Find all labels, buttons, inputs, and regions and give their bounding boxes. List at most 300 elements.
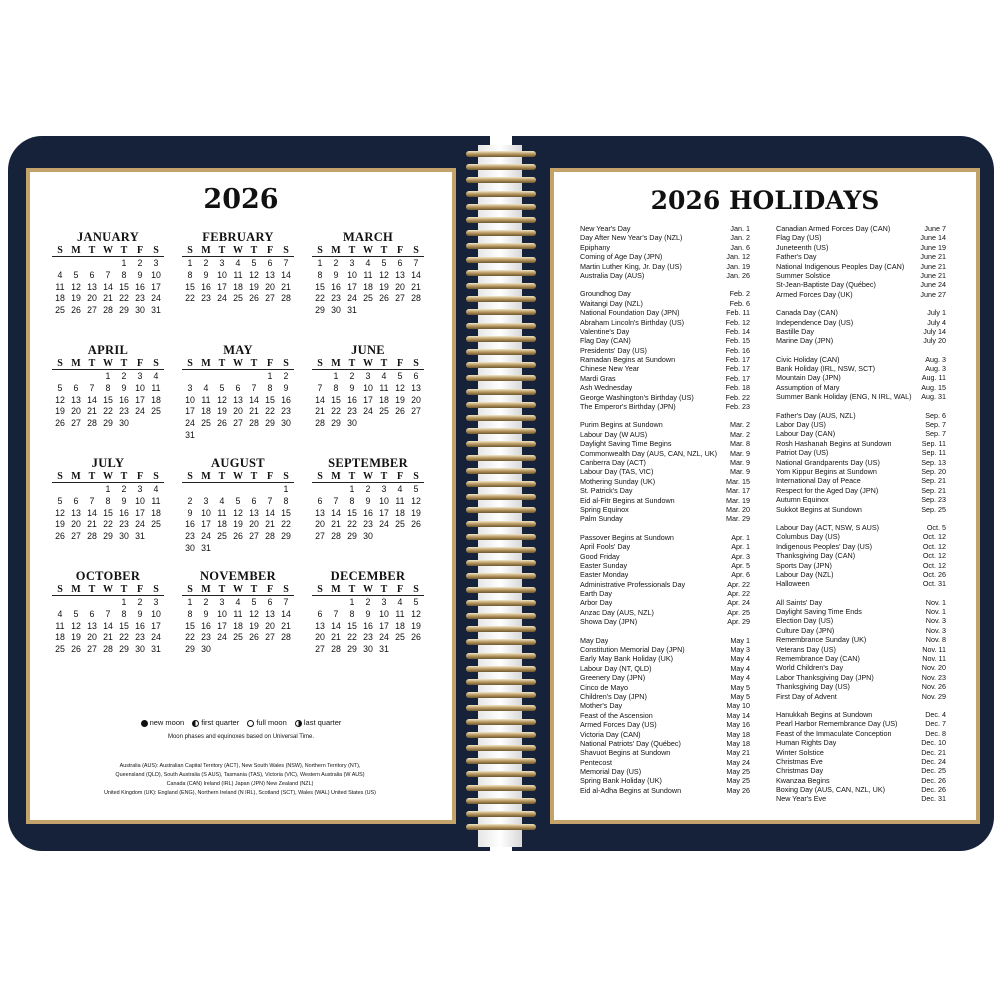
empty-cell xyxy=(84,484,100,496)
weekday-label: S xyxy=(413,584,419,595)
day-cell: 6 xyxy=(73,382,79,393)
day-cell: 13 xyxy=(411,382,421,393)
holiday-name: Easter Sunday xyxy=(580,560,628,570)
day-cell: 16 xyxy=(347,394,357,405)
day-cell: 22 xyxy=(331,406,341,417)
day-cell: 30 xyxy=(363,644,373,655)
weekday-label: W xyxy=(363,358,373,369)
holiday-name: Christmas Eve xyxy=(776,756,823,766)
holiday-name: Cinco de Mayo xyxy=(580,682,628,692)
holiday-name: Feast of the Immaculate Conception xyxy=(776,728,892,738)
holiday-row xyxy=(776,495,946,504)
weekday-label: S xyxy=(317,471,323,482)
day-cell: 16 xyxy=(135,281,145,292)
day-cell: 17 xyxy=(201,519,211,530)
day-cell: 25 xyxy=(55,644,65,655)
day-cell: 30 xyxy=(135,644,145,655)
holiday-group xyxy=(776,308,946,346)
empty-cell xyxy=(84,597,100,609)
day-cell: 11 xyxy=(55,281,65,292)
weekday-label: T xyxy=(380,245,388,256)
holiday-group xyxy=(580,420,750,523)
empty-cell xyxy=(328,484,344,496)
day-cell: 26 xyxy=(55,531,65,542)
holiday-date: Oct. 12 xyxy=(922,541,946,551)
day-cell: 25 xyxy=(55,305,65,316)
holiday-name: Rosh Hashanah Begins at Sundown xyxy=(776,438,892,448)
holiday-name: Labour Day (TAS, VIC) xyxy=(580,467,654,477)
day-cell: 19 xyxy=(411,620,421,631)
day-cell: 16 xyxy=(201,281,211,292)
day-cell: 4 xyxy=(381,371,387,381)
holiday-name: Chinese New Year xyxy=(580,364,640,374)
holiday-row xyxy=(776,710,946,719)
day-cell: 9 xyxy=(187,507,193,518)
day-cell: 17 xyxy=(151,281,161,292)
holiday-name: Day After New Year's Day (NZL) xyxy=(580,233,683,243)
day-cell: 6 xyxy=(317,608,323,619)
day-cell: 28 xyxy=(87,531,97,542)
day-cell: 23 xyxy=(363,519,373,530)
day-cell: 22 xyxy=(185,293,195,304)
weekday-label: T xyxy=(250,358,258,369)
day-cell: 3 xyxy=(187,382,193,393)
day-cell: 17 xyxy=(135,507,145,518)
day-cell: 24 xyxy=(379,519,389,530)
coil-ring xyxy=(466,745,536,751)
weekday-header xyxy=(182,245,294,257)
day-cell: 11 xyxy=(379,382,389,393)
holiday-name: Mardi Gras xyxy=(580,373,616,383)
holiday-row xyxy=(776,616,946,625)
day-cell: 3 xyxy=(153,258,159,268)
day-cell: 5 xyxy=(251,597,257,607)
weekday-label: T xyxy=(250,584,258,595)
day-cell: 22 xyxy=(265,406,275,417)
holiday-name: Earth Day xyxy=(580,589,612,599)
holiday-name: National Grandparents Day (US) xyxy=(776,457,880,467)
holiday-row xyxy=(580,617,750,626)
day-cell: 30 xyxy=(331,305,341,316)
day-cell: 2 xyxy=(283,371,289,381)
holiday-date: Apr. 29 xyxy=(727,617,750,627)
day-cell: 13 xyxy=(395,269,405,280)
weekday-header xyxy=(312,245,424,257)
weekday-label: M xyxy=(331,245,341,256)
coil-ring xyxy=(466,362,536,368)
day-cell: 7 xyxy=(89,495,95,506)
holiday-date: Oct. 31 xyxy=(922,579,946,589)
holiday-row xyxy=(580,767,750,776)
day-cell: 31 xyxy=(347,305,357,316)
holiday-row xyxy=(580,776,750,785)
coil-ring xyxy=(466,283,536,289)
day-cell: 2 xyxy=(121,371,127,381)
holiday-name: Respect for the Aged Day (JPN) xyxy=(776,485,879,495)
day-cell: 12 xyxy=(249,269,259,280)
day-cell: 6 xyxy=(89,269,95,280)
day-cell: 23 xyxy=(185,531,195,542)
holiday-group xyxy=(580,289,750,411)
day-cell: 23 xyxy=(135,632,145,643)
weekday-label: T xyxy=(250,245,258,256)
day-cell: 20 xyxy=(315,632,325,643)
weekday-label: T xyxy=(88,471,96,482)
holiday-row xyxy=(776,523,946,532)
holiday-name: Columbus Day (US) xyxy=(776,532,840,542)
holiday-name: National Foundation Day (JPN) xyxy=(580,308,680,318)
holiday-date: Oct. 26 xyxy=(922,569,946,579)
holiday-date: May 14 xyxy=(726,710,750,720)
weekday-label: W xyxy=(103,584,113,595)
day-cell: 13 xyxy=(233,394,243,405)
empty-cell xyxy=(52,258,68,270)
day-cell: 29 xyxy=(185,644,195,655)
day-cell: 3 xyxy=(153,597,159,607)
holiday-date: Mar. 15 xyxy=(726,476,750,486)
legend-last-quarter xyxy=(295,718,342,727)
holiday-date: Sep. 6 xyxy=(925,410,946,420)
day-cell: 7 xyxy=(413,258,419,268)
holiday-row xyxy=(580,336,750,345)
holiday-row xyxy=(580,458,750,467)
day-cell: 18 xyxy=(201,406,211,417)
holiday-date: Sep. 23 xyxy=(921,495,946,505)
holiday-name: Yom Kippur Begins at Sundown xyxy=(776,466,877,476)
weekday-header xyxy=(52,245,164,257)
day-cell: 11 xyxy=(217,507,227,518)
holiday-name: Flag Day (CAN) xyxy=(580,336,631,346)
day-cell: 20 xyxy=(87,293,97,304)
holiday-date: May 5 xyxy=(730,682,750,692)
weekday-label: S xyxy=(187,245,193,256)
holiday-name: Pentecost xyxy=(580,757,612,767)
holiday-group xyxy=(580,636,750,796)
day-cell: 10 xyxy=(217,269,227,280)
weekday-label: T xyxy=(218,358,226,369)
holiday-name: Presidents' Day (US) xyxy=(580,345,647,355)
holiday-date: Mar. 9 xyxy=(730,457,750,467)
day-cell: 30 xyxy=(185,542,195,553)
day-cell: 28 xyxy=(249,418,259,429)
day-cell: 8 xyxy=(105,382,111,393)
coil-ring xyxy=(466,217,536,223)
weekday-label: S xyxy=(317,358,323,369)
holiday-name: Daylight Saving Time Ends xyxy=(776,607,862,617)
day-cell: 15 xyxy=(281,507,291,518)
holiday-name: Victoria Day (CAN) xyxy=(580,729,641,739)
holiday-row xyxy=(776,551,946,560)
holiday-date: Jan. 12 xyxy=(726,252,750,262)
holiday-row xyxy=(580,645,750,654)
holiday-date: Dec. 21 xyxy=(921,747,946,757)
day-cell: 6 xyxy=(73,495,79,506)
weekday-label: W xyxy=(233,584,243,595)
day-cell: 26 xyxy=(411,632,421,643)
weekday-label: M xyxy=(331,471,341,482)
day-cell: 4 xyxy=(397,597,403,607)
holiday-row xyxy=(776,271,946,280)
day-cell: 2 xyxy=(121,484,127,494)
weekday-label: S xyxy=(57,471,63,482)
weekday-label: S xyxy=(283,245,289,256)
day-cell: 11 xyxy=(151,495,161,506)
day-cell: 20 xyxy=(71,406,81,417)
holiday-date: May 5 xyxy=(730,691,750,701)
empty-cell xyxy=(198,484,214,496)
weekday-header xyxy=(182,471,294,483)
day-cell: 18 xyxy=(151,394,161,405)
weekday-label: M xyxy=(71,584,81,595)
day-cell: 10 xyxy=(379,608,389,619)
holiday-date: Aug. 31 xyxy=(921,392,946,402)
holiday-date: Dec. 4 xyxy=(925,709,946,719)
day-cell: 8 xyxy=(283,495,289,506)
holiday-group xyxy=(776,523,946,589)
holiday-name: Boxing Day (AUS, CAN, NZL, UK) xyxy=(776,785,886,795)
day-cell: 7 xyxy=(267,495,273,506)
holiday-row xyxy=(776,794,946,803)
day-cell: 7 xyxy=(105,608,111,619)
day-cell: 9 xyxy=(137,269,143,280)
day-cell: 14 xyxy=(331,507,341,518)
holiday-name: New Year's Eve xyxy=(776,794,827,804)
weekday-header xyxy=(312,584,424,596)
holiday-date: Feb. 17 xyxy=(725,373,750,383)
holiday-name: Remembrance Sunday (UK) xyxy=(776,635,867,645)
day-cell: 3 xyxy=(365,371,371,381)
coil-ring xyxy=(466,639,536,645)
holiday-date: July 1 xyxy=(927,308,946,318)
day-cell: 17 xyxy=(379,507,389,518)
day-cell: 6 xyxy=(267,597,273,607)
holiday-name: Thanksgiving Day (US) xyxy=(776,682,850,692)
holiday-row xyxy=(776,364,946,373)
holiday-name: Waitangi Day (NZL) xyxy=(580,298,643,308)
day-cell: 31 xyxy=(151,305,161,316)
day-cell: 21 xyxy=(87,519,97,530)
holiday-row xyxy=(580,711,750,720)
day-cell: 19 xyxy=(71,293,81,304)
holiday-group xyxy=(776,710,946,804)
day-cell: 22 xyxy=(119,293,129,304)
weekday-label: S xyxy=(413,245,419,256)
day-cell: 5 xyxy=(251,258,257,268)
day-cell: 13 xyxy=(87,620,97,631)
day-cell: 9 xyxy=(365,495,371,506)
day-cell: 2 xyxy=(187,495,193,506)
day-cell: 27 xyxy=(265,632,275,643)
holiday-date: June 27 xyxy=(920,289,946,299)
holiday-row xyxy=(776,542,946,551)
day-cell: 17 xyxy=(217,281,227,292)
holiday-date: May 18 xyxy=(726,738,750,748)
holiday-date: Dec. 24 xyxy=(921,756,946,766)
day-cell: 11 xyxy=(395,608,405,619)
weekday-label: S xyxy=(187,471,193,482)
day-cell: 15 xyxy=(347,507,357,518)
holiday-date: Mar. 2 xyxy=(730,420,750,430)
day-cell: 17 xyxy=(151,620,161,631)
holiday-date: Nov. 26 xyxy=(921,682,946,692)
day-cell: 3 xyxy=(219,258,225,268)
holiday-row xyxy=(776,682,946,691)
holiday-date: Dec. 8 xyxy=(925,728,946,738)
holiday-row xyxy=(776,458,946,467)
day-cell: 3 xyxy=(219,597,225,607)
day-cell: 6 xyxy=(397,258,403,268)
holiday-date: Sep. 13 xyxy=(921,457,946,467)
legend-label: new moon xyxy=(149,718,185,727)
day-cell: 1 xyxy=(349,597,355,607)
coil-ring xyxy=(466,481,536,487)
day-cell: 8 xyxy=(333,382,339,393)
coil-ring xyxy=(466,758,536,764)
holiday-name: World Children's Day xyxy=(776,663,844,673)
holiday-row xyxy=(580,327,750,336)
coil-ring xyxy=(466,507,536,513)
day-cell: 25 xyxy=(151,406,161,417)
day-grid xyxy=(52,258,164,317)
month-3 xyxy=(52,343,164,430)
holiday-row xyxy=(776,598,946,607)
empty-cell xyxy=(312,597,328,609)
month-name: OCTOBER xyxy=(75,569,141,583)
holiday-name: Assumption of Mary xyxy=(776,382,840,392)
legend-label: last quarter xyxy=(303,718,342,727)
day-cell: 24 xyxy=(347,293,357,304)
day-cell: 14 xyxy=(315,394,325,405)
holiday-date: Nov. 3 xyxy=(925,625,946,635)
day-cell: 21 xyxy=(411,281,421,292)
day-cell: 20 xyxy=(315,519,325,530)
day-cell: 28 xyxy=(315,418,325,429)
day-cell: 5 xyxy=(57,495,63,506)
holiday-name: First Day of Advent xyxy=(776,691,837,701)
day-cell: 29 xyxy=(119,644,129,655)
month-2 xyxy=(312,230,424,317)
holiday-date: Jan. 19 xyxy=(726,261,750,271)
day-cell: 14 xyxy=(103,620,113,631)
day-cell: 24 xyxy=(379,632,389,643)
day-cell: 24 xyxy=(217,632,227,643)
day-cell: 5 xyxy=(413,597,419,607)
holiday-date: Aug. 3 xyxy=(925,364,946,374)
holiday-row xyxy=(776,607,946,616)
day-cell: 13 xyxy=(71,394,81,405)
holiday-date: Feb. 18 xyxy=(725,383,750,393)
day-cell: 5 xyxy=(219,382,225,393)
day-cell: 23 xyxy=(281,406,291,417)
holiday-date: May 24 xyxy=(726,757,750,767)
empty-cell xyxy=(312,371,328,383)
coil-ring xyxy=(466,468,536,474)
holiday-name: Coming of Age Day (JPN) xyxy=(580,252,663,262)
day-cell: 20 xyxy=(411,394,421,405)
holiday-row xyxy=(776,392,946,401)
holiday-date: Feb. 6 xyxy=(729,298,750,308)
holiday-date: Oct. 12 xyxy=(922,560,946,570)
holiday-name: Summer Solstice xyxy=(776,270,831,280)
weekday-label: F xyxy=(266,245,274,256)
coil-ring xyxy=(466,811,536,817)
weekday-label: T xyxy=(120,584,128,595)
day-cell: 24 xyxy=(151,293,161,304)
holiday-row xyxy=(776,692,946,701)
empty-cell xyxy=(68,597,84,609)
holiday-row xyxy=(580,393,750,402)
day-cell: 8 xyxy=(121,608,127,619)
day-cell: 19 xyxy=(55,519,65,530)
weekday-label: W xyxy=(233,245,243,256)
holiday-date: Apr. 1 xyxy=(731,532,750,542)
holiday-row xyxy=(580,514,750,523)
day-cell: 4 xyxy=(153,371,159,381)
empty-cell xyxy=(84,258,100,270)
calendar-page xyxy=(26,168,456,824)
holiday-name: Father's Day xyxy=(776,252,817,262)
day-cell: 12 xyxy=(249,608,259,619)
holiday-name: Groundhog Day xyxy=(580,289,631,299)
day-cell: 29 xyxy=(347,644,357,655)
coil-ring xyxy=(466,204,536,210)
weekday-label: T xyxy=(380,584,388,595)
weekday-header xyxy=(312,471,424,483)
day-cell: 21 xyxy=(265,519,275,530)
holiday-date: Oct. 5 xyxy=(926,522,946,532)
holiday-name: Indigenous Peoples' Day (US) xyxy=(776,541,873,551)
day-cell: 23 xyxy=(331,293,341,304)
day-cell: 28 xyxy=(411,293,421,304)
holiday-name: Flag Day (US) xyxy=(776,233,822,243)
day-cell: 4 xyxy=(219,495,225,506)
day-cell: 18 xyxy=(233,620,243,631)
holiday-date: Mar. 19 xyxy=(726,495,750,505)
day-cell: 13 xyxy=(265,608,275,619)
day-cell: 4 xyxy=(397,484,403,494)
day-cell: 8 xyxy=(267,382,273,393)
day-cell: 25 xyxy=(233,632,243,643)
holiday-row xyxy=(776,738,946,747)
weekday-label: W xyxy=(103,358,113,369)
day-grid xyxy=(312,258,424,317)
day-cell: 29 xyxy=(347,531,357,542)
holiday-row xyxy=(776,439,946,448)
coil-ring xyxy=(466,191,536,197)
holiday-name: Greenery Day (JPN) xyxy=(580,673,646,683)
day-cell: 24 xyxy=(151,632,161,643)
coil-ring xyxy=(466,679,536,685)
holiday-date: May 4 xyxy=(730,663,750,673)
holiday-name: National Indigenous Peoples Day (CAN) xyxy=(776,261,905,271)
holiday-row xyxy=(776,579,946,588)
holiday-date: May 1 xyxy=(730,635,750,645)
holiday-name: Abraham Lincoln's Birthday (US) xyxy=(580,317,685,327)
weekday-label: T xyxy=(88,584,96,595)
day-cell: 4 xyxy=(365,258,371,268)
holiday-date: Apr. 6 xyxy=(731,570,750,580)
weekday-label: F xyxy=(136,245,144,256)
holiday-name: Palm Sunday xyxy=(580,514,623,524)
month-0 xyxy=(52,230,164,317)
day-cell: 23 xyxy=(135,293,145,304)
holiday-date: Nov. 29 xyxy=(921,691,946,701)
holiday-row xyxy=(580,252,750,261)
day-cell: 12 xyxy=(379,269,389,280)
day-cell: 20 xyxy=(265,620,275,631)
weekday-label: T xyxy=(250,471,258,482)
day-cell: 22 xyxy=(185,632,195,643)
